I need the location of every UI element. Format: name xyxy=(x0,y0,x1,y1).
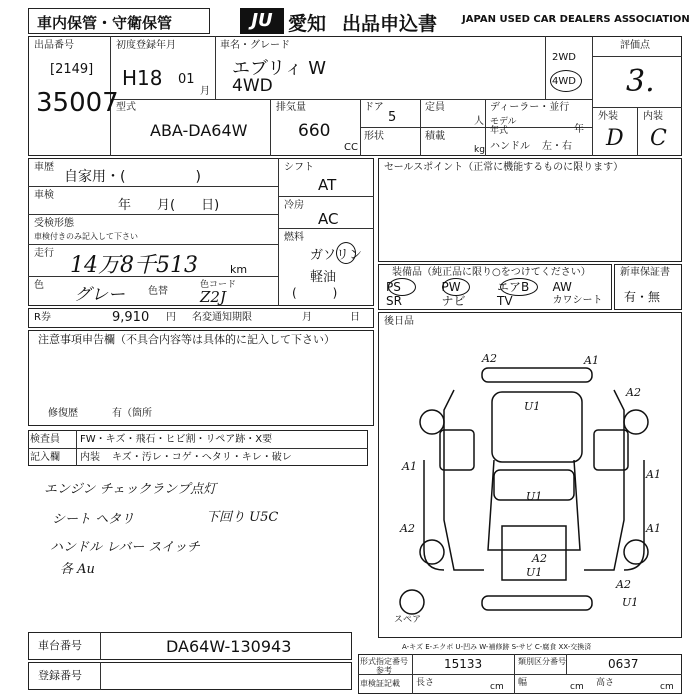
front-bumper-shape xyxy=(482,368,592,382)
chassis-value: DA64W-130943 xyxy=(166,637,292,656)
damage-mark: A2 xyxy=(626,386,641,399)
fuel-label: 燃料 xyxy=(284,232,304,243)
damage-mark: U1 xyxy=(526,566,543,579)
capacity-unit: 人 xyxy=(474,116,484,127)
drive-opt-4wd: 4WD xyxy=(552,76,576,87)
color-label: 色 xyxy=(34,280,44,291)
recycle-label: R券 xyxy=(34,312,51,323)
inspector-row1-items: FW・キズ・飛石・ヒビ割・リペア跡・X要 xyxy=(80,434,273,445)
damage-mark: A2 xyxy=(532,552,547,565)
left-side-shape xyxy=(444,390,484,570)
interior-label: 内装 xyxy=(643,111,663,122)
right-side-shape xyxy=(584,390,624,570)
drive-opt-2wd: 2WD xyxy=(552,52,576,63)
handwritten-note-2: シート ヘタリ xyxy=(52,512,135,527)
handwritten-note-5: 下回り U5C xyxy=(206,510,279,525)
equipment-label: 装備品（純正品に限り○をつけてください） xyxy=(392,267,591,278)
drive-selected-circle xyxy=(550,70,582,92)
equipment-item: ナビ xyxy=(441,294,466,308)
displacement-unit: CC xyxy=(344,142,358,153)
cert-cert-label: 車検証記載 xyxy=(360,679,400,688)
inspector-note-label: 記入欄 xyxy=(30,452,60,463)
repair-label: 修復歴 xyxy=(48,408,78,419)
handwritten-note-1: エンジン チェックランプ点灯 xyxy=(44,482,217,497)
cert-class-value: 0637 xyxy=(608,657,639,671)
equipment-item: PW xyxy=(441,280,461,294)
displacement-value: 660 xyxy=(298,121,331,141)
cert-width-label: 幅 xyxy=(518,678,528,688)
inspection-label: 車検 xyxy=(34,190,54,201)
spare-tire-shape xyxy=(400,590,424,614)
left-door-shape xyxy=(440,430,474,470)
handle-value: 左・右 xyxy=(542,141,572,152)
damage-mark: A1 xyxy=(646,468,661,481)
inspector-label: 検査員 xyxy=(30,434,60,445)
cert-type-label: 形式指定番号 xyxy=(360,657,408,666)
grade-score-label: 評価点 xyxy=(620,40,650,51)
right-profile-shape xyxy=(624,460,644,570)
cert-height-unit: cm xyxy=(660,682,674,692)
org-name: 愛知 xyxy=(288,13,327,35)
storage-tag-text: 車内保管・守衛保管 xyxy=(37,14,173,32)
type-value: ABA-DA64W xyxy=(150,121,248,140)
lot-sub-value: [2149] xyxy=(50,62,94,77)
model-label: 車名・グレード xyxy=(220,40,290,51)
damage-mark: U1 xyxy=(526,490,543,503)
storage-tag xyxy=(28,8,210,34)
inspection-form-label: 受検形態 xyxy=(34,218,74,229)
spare-label: スペア xyxy=(394,615,422,625)
grade-score-value: 3. xyxy=(626,64,655,99)
fuel-selected-circle xyxy=(336,242,356,264)
shift-value: AT xyxy=(318,176,337,194)
load-unit: kg xyxy=(474,145,485,155)
doors-label: ドア xyxy=(364,102,384,113)
front-left-wheel-shape xyxy=(420,410,444,434)
model-grade: 4WD xyxy=(232,76,273,96)
sales-point-label: セールスポイント（正常に機能するものに限ります） xyxy=(384,162,624,173)
chassis-label: 車台番号 xyxy=(38,639,82,652)
handle-label: ハンドル xyxy=(490,141,530,152)
lot-number: 35007 xyxy=(36,88,119,118)
ac-value: AC xyxy=(318,210,339,228)
fuel-diesel: 軽油 xyxy=(310,270,337,285)
damage-mark: A1 xyxy=(402,460,417,473)
damage-mark: U1 xyxy=(622,596,639,609)
load-label: 積載 xyxy=(425,131,445,142)
cert-class-label: 類別区分番号 xyxy=(518,657,566,666)
equipment-item: TV xyxy=(497,294,513,308)
damage-mark: A2 xyxy=(616,578,631,591)
shift-label: シフト xyxy=(284,162,314,173)
model-name: エブリィ W xyxy=(232,58,327,79)
reg-number-label: 登録番号 xyxy=(38,669,82,682)
rear-bumper-shape xyxy=(482,596,592,610)
car-damage-diagram xyxy=(384,330,680,630)
sales-point-box xyxy=(378,158,682,262)
notes-label: 注意事項申告欄（不具合内容等は具体的に記入して下さい） xyxy=(38,333,335,346)
notice-day: 日 xyxy=(350,312,360,323)
top-grid xyxy=(28,36,682,156)
damage-mark: A1 xyxy=(646,522,661,535)
damage-mark: A2 xyxy=(482,352,497,365)
handwritten-note-3: ハンドル レバー スイッチ xyxy=(50,540,200,555)
registration-year: H18 xyxy=(122,66,163,90)
registration-label: 初度登録年月 xyxy=(116,40,176,51)
equipment-item: SR xyxy=(386,294,402,308)
inspection-form-note: 車検付きのみ記入して下さい xyxy=(34,232,138,241)
cert-height-label: 高さ xyxy=(596,678,615,688)
model-year-label: モデル年式 xyxy=(490,117,517,136)
damage-mark: A2 xyxy=(400,522,415,535)
ju-logo-text: JU xyxy=(251,10,273,31)
repaint-label: 色替 xyxy=(148,286,168,297)
recycle-unit: 円 xyxy=(166,312,176,323)
type-label: 型式 xyxy=(116,102,136,113)
cert-length-label: 長さ xyxy=(416,678,435,688)
equipment-item: エアB xyxy=(497,280,530,294)
inspector-row2-prefix: 内装 xyxy=(80,452,100,463)
ac-label: 冷房 xyxy=(284,200,304,211)
registration-month: 01 xyxy=(178,72,195,87)
equipment-circle-pw xyxy=(442,278,470,296)
color-code-value: Z2J xyxy=(200,288,226,306)
damage-mark: A1 xyxy=(584,354,599,367)
history-value: 自家用・( ) xyxy=(64,169,201,185)
history-label: 車歴 xyxy=(34,162,54,173)
repair-value: 有（箇所 xyxy=(112,408,152,419)
cert-width-unit: cm xyxy=(570,682,584,692)
notice-label: 名変通知期限 xyxy=(192,312,252,323)
fuel-gas: ガソリン xyxy=(310,248,363,263)
equipment-grid xyxy=(386,280,608,308)
color-value: グレー xyxy=(74,285,125,305)
form-title: 出品申込書 xyxy=(342,13,438,35)
org-name-en: JAPAN USED CAR DEALERS ASSOCIATION xyxy=(462,14,690,25)
model-year-unit: 年 xyxy=(574,124,584,135)
fuel-other: ( ) xyxy=(292,286,338,300)
lot-label: 出品番号 xyxy=(34,40,74,51)
inspection-value: 年 月( 日) xyxy=(118,198,220,213)
color-code-label: 色コード xyxy=(200,280,237,290)
front-right-wheel-shape xyxy=(624,410,648,434)
equipment-circle-airbag xyxy=(500,278,538,296)
equipment-item: カワシート xyxy=(552,295,603,306)
left-profile-shape xyxy=(424,460,444,570)
handwritten-note-4: 各 Au xyxy=(60,562,95,577)
inspector-row2-items: キズ・汚レ・コゲ・へタリ・キレ・破レ xyxy=(112,452,292,463)
shape-label: 形状 xyxy=(364,131,384,142)
damage-mark: U1 xyxy=(524,400,541,413)
recycle-value: 9,910 xyxy=(112,310,150,325)
interior-value: C xyxy=(650,126,667,151)
cert-type-value: 15133 xyxy=(444,657,483,671)
dealer-label: ディーラー・並行 xyxy=(490,102,570,113)
exterior-value: D xyxy=(606,126,624,151)
cert-length-unit: cm xyxy=(490,682,504,692)
equipment-item: PS xyxy=(386,280,401,294)
mileage-value: 14万8千513 xyxy=(70,253,198,278)
damage-legend: A-キズ E-エクボ U-凹み W-補修跡 S-サビ C-腐食 XX-交換済 xyxy=(402,643,592,651)
registration-month-unit: 月 xyxy=(200,86,210,97)
new-warranty-label: 新車保証書 xyxy=(620,267,670,278)
cert-ref-label: 参考 xyxy=(376,666,392,675)
right-door-shape xyxy=(594,430,628,470)
displacement-label: 排気量 xyxy=(276,102,306,113)
ju-logo xyxy=(240,8,284,34)
mileage-label: 走行 xyxy=(34,248,54,259)
equipment-item: AW xyxy=(552,280,572,294)
equipment-circle-ps xyxy=(388,278,416,296)
rear-label: 後日品 xyxy=(384,316,414,327)
capacity-label: 定員 xyxy=(425,102,445,113)
exterior-label: 外装 xyxy=(598,111,618,122)
notice-month: 月 xyxy=(302,312,312,323)
doors-value: 5 xyxy=(388,110,397,125)
new-warranty-value: 有・無 xyxy=(624,290,661,304)
mileage-unit: km xyxy=(230,263,248,276)
